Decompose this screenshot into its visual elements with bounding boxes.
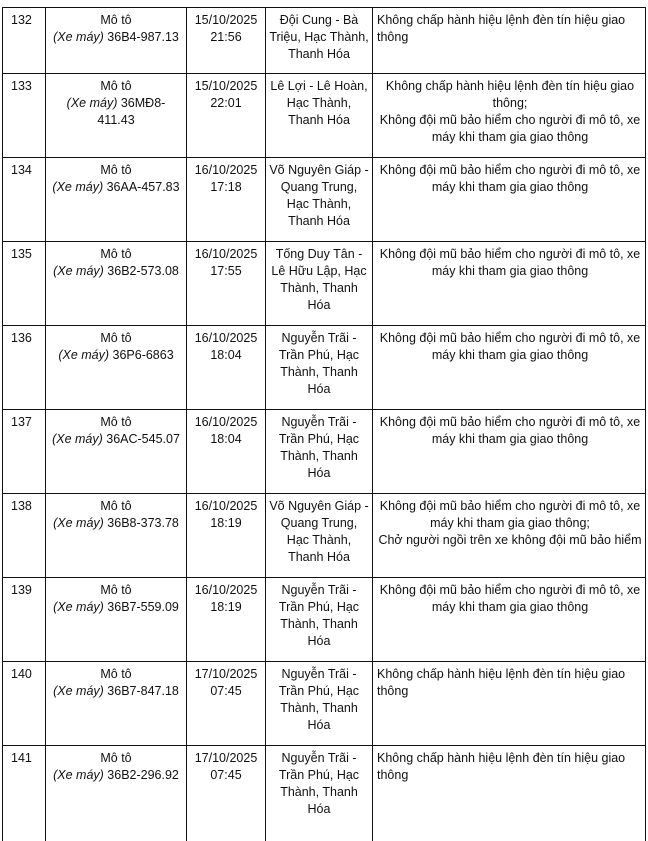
violation-date: 16/10/2025: [194, 163, 258, 177]
violation-date: 16/10/2025: [194, 583, 258, 597]
vehicle-class: (Xe máy): [53, 30, 104, 44]
violation-time: 07:45: [210, 768, 242, 782]
violation-text: Không đội mũ bảo hiểm cho người đi mô tô, xe máy khi tham gia giao thông: [379, 331, 641, 362]
violation-location: Võ Nguyên Giáp - Quang Trung, Hạc Thành, Thanh Hóa: [269, 499, 369, 564]
violation-time: 17:55: [210, 264, 242, 278]
row-number: 139: [11, 583, 32, 597]
vehicle-type: Mô tô: [100, 415, 132, 429]
vehicle-plate-line: [49, 515, 183, 532]
row-number: 137: [11, 415, 32, 429]
cell-violations: [373, 242, 646, 326]
cell-location: [266, 8, 373, 74]
violations-table-container: [2, 7, 646, 841]
vehicle-plate-line: [49, 29, 183, 46]
cell-vehicle: [46, 74, 187, 158]
cell-datetime: [187, 410, 266, 494]
violation-time: 21:56: [210, 30, 242, 44]
vehicle-type: Mô tô: [100, 499, 132, 513]
table-row: [3, 662, 646, 746]
cell-stt: [3, 74, 46, 158]
violation-location: Nguyễn Trãi - Trần Phú, Hạc Thành, Thanh Hóa: [278, 667, 360, 732]
vehicle-class: (Xe máy): [53, 684, 104, 698]
cell-vehicle: [46, 578, 187, 662]
vehicle-type: Mô tô: [100, 751, 132, 765]
cell-stt: [3, 326, 46, 410]
license-plate: 36B2-296.92: [107, 768, 179, 782]
vehicle-class: (Xe máy): [53, 768, 104, 782]
cell-datetime: [187, 494, 266, 578]
violation-text: Không chấp hành hiệu lệnh đèn tín hiệu giao thông: [377, 13, 626, 44]
cell-vehicle: [46, 494, 187, 578]
row-number: 133: [11, 79, 32, 93]
vehicle-plate-line: [49, 179, 183, 196]
cell-violations: [373, 746, 646, 841]
vehicle-plate-line: [49, 95, 183, 129]
violation-text: Không đội mũ bảo hiểm cho người đi mô tô, xe máy khi tham gia giao thông: [379, 163, 641, 194]
cell-violations: [373, 662, 646, 746]
cell-datetime: [187, 242, 266, 326]
vehicle-class: (Xe máy): [66, 96, 118, 110]
cell-datetime: [187, 74, 266, 158]
cell-datetime: [187, 662, 266, 746]
cell-vehicle: [46, 158, 187, 242]
violation-location: Võ Nguyên Giáp - Quang Trung, Hạc Thành, Thanh Hóa: [269, 163, 369, 228]
table-row: [3, 494, 646, 578]
violation-location: Nguyễn Trãi - Trần Phú, Hạc Thành, Thanh Hóa: [278, 331, 360, 396]
cell-vehicle: [46, 746, 187, 841]
cell-location: [266, 662, 373, 746]
table-row: [3, 74, 646, 158]
table-row: [3, 410, 646, 494]
cell-location: [266, 410, 373, 494]
vehicle-type: Mô tô: [100, 13, 132, 27]
vehicle-plate-line: [49, 767, 183, 784]
table-row: [3, 158, 646, 242]
vehicle-type: Mô tô: [100, 163, 132, 177]
license-plate: 36B7-559.09: [107, 600, 179, 614]
cell-location: [266, 242, 373, 326]
row-number: 141: [11, 751, 32, 765]
vehicle-class: (Xe máy): [52, 180, 104, 194]
violation-time: 22:01: [210, 96, 242, 110]
vehicle-plate-line: [49, 431, 183, 448]
cell-violations: [373, 74, 646, 158]
vehicle-type: Mô tô: [100, 583, 132, 597]
vehicle-class: (Xe máy): [52, 432, 103, 446]
row-number: 138: [11, 499, 32, 513]
table-row: [3, 8, 646, 74]
violation-time: 07:45: [210, 684, 242, 698]
violation-location: Nguyễn Trãi - Trần Phú, Hạc Thành, Thanh Hóa: [278, 751, 360, 816]
cell-stt: [3, 578, 46, 662]
violations-table: [2, 7, 646, 841]
row-number: 134: [11, 163, 32, 177]
cell-vehicle: [46, 242, 187, 326]
license-plate: 36B7-847.18: [107, 684, 179, 698]
cell-location: [266, 578, 373, 662]
cell-datetime: [187, 158, 266, 242]
violation-text: Không đội mũ bảo hiểm cho người đi mô tô, xe máy khi tham gia giao thông;: [379, 499, 641, 530]
cell-vehicle: [46, 326, 187, 410]
cell-location: [266, 74, 373, 158]
cell-location: [266, 494, 373, 578]
violation-date: 15/10/2025: [194, 13, 258, 27]
cell-stt: [3, 8, 46, 74]
license-plate: 36B2-573.08: [107, 264, 179, 278]
violation-text: Không đội mũ bảo hiểm cho người đi mô tô, xe máy khi tham gia giao thông: [379, 415, 641, 446]
row-number: 136: [11, 331, 32, 345]
vehicle-type: Mô tô: [100, 79, 132, 93]
violation-text: Không đội mũ bảo hiểm cho người đi mô tô, xe máy khi tham gia giao thông: [379, 247, 641, 278]
cell-location: [266, 326, 373, 410]
violation-time: 17:18: [210, 180, 242, 194]
license-plate: 36B8-373.78: [107, 516, 179, 530]
row-number: 132: [11, 13, 32, 27]
vehicle-type: Mô tô: [100, 331, 132, 345]
cell-stt: [3, 494, 46, 578]
cell-datetime: [187, 746, 266, 841]
cell-stt: [3, 158, 46, 242]
violation-time: 18:19: [210, 516, 242, 530]
cell-vehicle: [46, 662, 187, 746]
violation-date: 16/10/2025: [194, 415, 258, 429]
vehicle-type: Mô tô: [100, 667, 132, 681]
violation-time: 18:19: [210, 600, 242, 614]
license-plate: 36P6-6863: [112, 348, 174, 362]
table-row: [3, 326, 646, 410]
cell-violations: [373, 410, 646, 494]
violation-text: Không đội mũ bảo hiểm cho người đi mô tô, xe máy khi tham gia giao thông: [379, 113, 641, 144]
row-number: 135: [11, 247, 32, 261]
violation-date: 17/10/2025: [194, 667, 258, 681]
vehicle-plate-line: [49, 347, 183, 364]
license-plate: 36AA-457.83: [106, 180, 180, 194]
violation-location: Lê Lợi - Lê Hoàn, Hạc Thành, Thanh Hóa: [270, 79, 368, 127]
violation-date: 16/10/2025: [194, 247, 258, 261]
vehicle-plate-line: [49, 599, 183, 616]
cell-violations: [373, 326, 646, 410]
cell-vehicle: [46, 410, 187, 494]
table-row: [3, 746, 646, 841]
vehicle-class: (Xe máy): [53, 264, 104, 278]
cell-location: [266, 746, 373, 841]
violation-text: Không đội mũ bảo hiểm cho người đi mô tô, xe máy khi tham gia giao thông: [379, 583, 641, 614]
violation-date: 16/10/2025: [194, 499, 258, 513]
violation-text: Không chấp hành hiệu lệnh đèn tín hiệu giao thông;: [385, 79, 635, 110]
cell-violations: [373, 578, 646, 662]
cell-violations: [373, 494, 646, 578]
violation-location: Tống Duy Tân - Lê Hữu Lập, Hạc Thành, Thanh Hóa: [271, 247, 367, 312]
violation-location: Đội Cung - Bà Triệu, Hạc Thành, Thanh Hóa: [269, 13, 369, 61]
cell-stt: [3, 662, 46, 746]
cell-stt: [3, 410, 46, 494]
license-plate: 36B4-987.13: [107, 30, 179, 44]
violation-text: Chở người ngồi trên xe không đội mũ bảo hiểm: [378, 533, 642, 547]
violation-text: Không chấp hành hiệu lệnh đèn tín hiệu giao thông: [377, 667, 626, 698]
cell-violations: [373, 158, 646, 242]
row-number: 140: [11, 667, 32, 681]
cell-violations: [373, 8, 646, 74]
violations-table-body: [3, 8, 646, 841]
table-row: [3, 242, 646, 326]
vehicle-class: (Xe máy): [58, 348, 110, 362]
cell-stt: [3, 746, 46, 841]
cell-datetime: [187, 8, 266, 74]
cell-vehicle: [46, 8, 187, 74]
vehicle-class: (Xe máy): [53, 516, 104, 530]
vehicle-plate-line: [49, 263, 183, 280]
violation-date: 16/10/2025: [194, 331, 258, 345]
license-plate: 36MĐ8-411.43: [97, 96, 166, 127]
vehicle-type: Mô tô: [100, 247, 132, 261]
vehicle-class: (Xe máy): [53, 600, 104, 614]
violation-location: Nguyễn Trãi - Trần Phú, Hạc Thành, Thanh Hóa: [278, 415, 360, 480]
violation-location: Nguyễn Trãi - Trần Phú, Hạc Thành, Thanh Hóa: [278, 583, 360, 648]
cell-location: [266, 158, 373, 242]
table-row: [3, 578, 646, 662]
violation-time: 18:04: [210, 432, 242, 446]
cell-datetime: [187, 326, 266, 410]
vehicle-plate-line: [49, 683, 183, 700]
cell-stt: [3, 242, 46, 326]
violation-date: 17/10/2025: [194, 751, 258, 765]
violation-date: 15/10/2025: [194, 79, 258, 93]
license-plate: 36AC-545.07: [106, 432, 180, 446]
cell-datetime: [187, 578, 266, 662]
violation-text: Không chấp hành hiệu lệnh đèn tín hiệu giao thông: [377, 751, 626, 782]
violation-time: 18:04: [210, 348, 242, 362]
